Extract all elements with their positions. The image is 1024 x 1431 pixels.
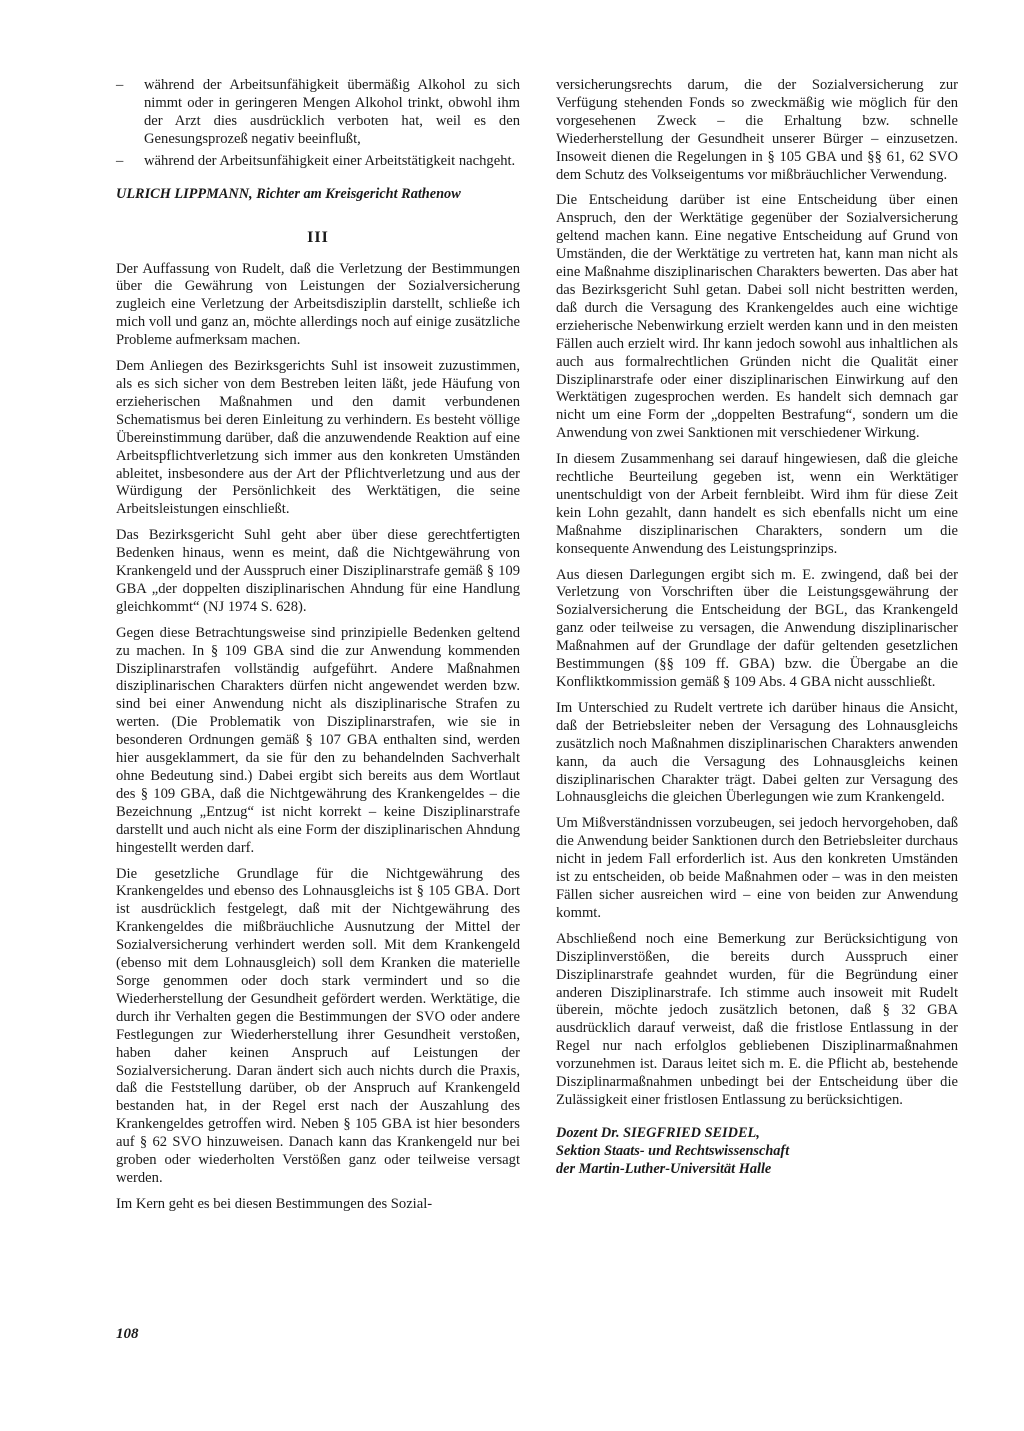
paragraph: Das Bezirksgericht Suhl geht aber über diese gerechtfertigten Bedenken hinaus, wenn es meint, daß die Nichtgewährung von Krankengeld und der Ausspruch einer Disziplinarstrafe gemäß § 109 GBA „der doppelten disziplinarischen Ahndung für eine Handlung gleichkommt“ (NJ 1974 S. 628). — [116, 527, 520, 615]
list-item-text: während der Arbeitsunfähigkeit übermäßig Alkohol zu sich nimmt oder in geringeren Mengen Alkohol trinkt, obwohl ihm der Arzt dies ausdrücklich verboten hat, weil es den Genesungsprozeß negativ beeinflußt, — [144, 77, 520, 147]
dash-bullet: – — [116, 77, 124, 93]
right-column — [556, 77, 958, 1178]
page-number: 108 — [116, 1326, 139, 1342]
author-signature-institution: der Martin-Luther-Universität Halle — [556, 1160, 772, 1177]
author-signature-name: Dozent Dr. SIEGFRIED SEIDEL, — [556, 1124, 760, 1141]
paragraph: Um Mißverständnissen vorzubeugen, sei jedoch hervorgehoben, daß die Anwendung beider Sanktionen durch den Betriebsleiter durchaus nicht in jedem Fall erforderlich ist. Aus den konkreten Umständen ist zu entscheiden, ob beide Maßnahmen oder – was in den meisten Fällen sicher ausreichen wird – eine von beiden zur Anwendung kommt. — [556, 815, 958, 921]
list-item — [116, 153, 520, 171]
paragraph: Die Entscheidung darüber ist eine Entscheidung über einen Anspruch, den der Werktätige gegenüber der Sozialversicherung geltend machen kann. Eine negative Entscheidung auf Grund von Umständen, die der Werktätige zu vertreten hat, kann man nicht als eine Maßnahme disziplinarischen Charakters bewerten. Das aber hat das Bezirksgericht Suhl getan. Dabei soll nicht bestritten werden, daß durch die Versagung des Krankengeldes auch eine wichtige erzieherische Nebenwirkung erzielt werden kann und in den meisten Fällen auch erzielt wird. Ihr kann jedoch sowohl aus inhaltlichen als auch aus formalrechtlichen Gründen nicht die Qualität einer Disziplinarstrafe oder einer disziplinarischen Einwirkung auf den Werktätigen zugesprochen werden. Es handelt sich demnach gar nicht um eine Form der „doppelten Bestrafung“, sondern um die Anwendung von zwei Sanktionen mit verschiedener Wirkung. — [556, 192, 958, 442]
paragraph: Im Unterschied zu Rudelt vertrete ich darüber hinaus die Ansicht, daß der Betriebsleiter neben der Versagung des Lohnausgleichs zusätzlich noch Maßnahmen disziplinarischen Charakters anwenden kann, da auch die Versagung des Lohnausgleichs keinen disziplinarischen Charakter trägt. Dabei gelten zur Versagung des Lohnausgleichs die gleichen Überlegungen wie zum Krankengeld. — [556, 699, 958, 806]
paragraph: Gegen diese Betrachtungsweise sind prinzipielle Bedenken geltend zu machen. In § 109 GBA sind die zur Anwendung kommenden Disziplinarstrafen vollständig aufgeführt. Andere Maßnahmen disziplinarischen Charakters dürfen nicht angewendet werden bzw. sind bei einer Anwendung nicht als disziplinarische Strafen zu werten. (Die Problematik von Disziplinarstrafen, wie sie in besonderen Ordnungen gemäß § 107 GBA enthalten sind, werden hier ausgeklammert, da sie für den zu behandelnden Sachverhalt ohne Bedeutung sind.) Dabei ergibt sich bereits aus dem Wortlaut des § 109 GBA, daß die Nichtgewährung des Krankengeldes – die Bezeichnung „Entzug“ ist nicht korrekt – keine Disziplinarstrafe darstellt und auch nicht als eine Form der disziplinarischen Ahndung hingestellt werden darf. — [116, 624, 520, 856]
list-item — [116, 77, 520, 149]
paragraph: Aus diesen Darlegungen ergibt sich m. E. zwingend, daß bei der Verletzung von Vorschriften über die Leistungsgewährung der Sozialversicherung die Entscheidung der BGL, das Krankengeld ganz oder teilweise zu versagen, die Anwendung disziplinarischer Maßnahmen auf der Grundlage der dafür geltenden gesetzlichen Bestimmungen (§§ 109 ff. GBA) bzw. die Übergabe an die Konfliktkommission gemäß § 109 Abs. 4 GBA nicht ausschließt. — [556, 566, 958, 690]
paragraph: Dem Anliegen des Bezirksgerichts Suhl ist insoweit zuzustimmen, als es sich sicher von dem Bestreben leiten läßt, jede Häufung von erzieherischen Maßnahmen und den damit verbundenen Schematismus bei deren Einleitung zu verhindern. Es besteht völlige Übereinstimmung darüber, daß die anzuwendende Reaktion auf eine Arbeitspflichtverletzung sich immer aus den konkreten Umständen ableitet, insbesondere aus der Art der Pflichtverletzung und aus der Würdigung der Persönlichkeit des Werktätigen, die seine Arbeitsleistungen einschließt. — [116, 358, 520, 518]
author-signature: ULRICH LIPPMANN, Richter am Kreisgericht Rathenow — [116, 185, 461, 202]
author-signature-affiliation: Sektion Staats- und Rechtswissenschaft — [556, 1142, 790, 1159]
list-item-text: während der Arbeitsunfähigkeit einer Arbeitstätigkeit nachgeht. — [144, 152, 516, 169]
section-heading: III — [307, 228, 329, 246]
paragraph: Die gesetzliche Grundlage für die Nichtgewährung des Krankengeldes und ebenso des Lohnausgleichs ist § 105 GBA. Dort ist ausdrücklich festgelegt, daß mit der Nichtgewährung des Krankengeldes die mißbräuchliche Ausnutzung der Mittel der Sozialversicherung verhindert werden soll. Mit dem Krankengeld (ebenso mit dem Lohnausgleich) soll dem Kranken die materielle Sorge genommen oder doch stark vermindert und so die Wiederherstellung der Gesundheit gefördert werden. Werktätige, die durch ihr Verhalten gegen die Bestimmungen der SVO oder andere Festlegungen zur Wiederherstellung ihrer Gesundheit verstoßen, haben daher keinen Anspruch auf Leistungen der Sozialversicherung. Daran ändert sich auch nichts durch die Praxis, daß die Feststellung darüber, ob der Anspruch auf Krankengeld bestanden hat, in der Regel erst nach der Auszahlung des Krankengeldes getroffen wird. Neben § 105 GBA ist hier besonders auf § 62 SVO hinzuweisen. Danach kann das Krankengeld nur bei groben oder wiederholten Verstößen ganz oder teilweise versagt werden. — [116, 865, 520, 1186]
paragraph: Im Kern geht es bei diesen Bestimmungen des Sozial- — [116, 1195, 433, 1212]
paragraph: Abschließend noch eine Bemerkung zur Berücksichtigung von Disziplinverstößen, die bereits durch Ausspruch einer Disziplinarstrafe geahndet wurden, für die Begründung einer anderen Disziplinarstrafe. Ich stimme auch insoweit mit Rudelt überein, möchte jedoch zusätzlich betonen, daß § 32 GBA ausdrücklich darauf verweist, daß die fristlose Entlassung in der Regel nur nach erfolglos gebliebenen Disziplinarmaßnahmen vorzunehmen ist. Daraus leitet sich m. E. die Pflicht ab, bestehende Disziplinarmaßnahmen unbedingt bei der Entscheidung über die Zulässigkeit einer fristlosen Entlassung zu berücksichtigen. — [556, 930, 958, 1108]
left-column — [116, 77, 520, 1222]
paragraph: versicherungsrechts darum, die der Sozialversicherung zur Verfügung stehenden Fonds so zweckmäßig wie möglich für den vorgesehenen Zweck – die Erhaltung bzw. schnelle Wiederherstellung der Gesundheit unserer Bürger – einzusetzen. Insoweit dienen die Regelungen in § 105 GBA und §§ 61, 62 SVO dem Schutz des Volkseigentums vor mißbräuchlicher Verwendung. — [556, 77, 958, 183]
paragraph: In diesem Zusammenhang sei darauf hingewiesen, daß die gleiche rechtliche Beurteilung gegeben ist, wenn ein Werktätiger unentschuldigt von der Arbeit fernbleibt. Wird ihm für diese Zeit kein Lohn gezahlt, dann handelt es sich ebenfalls nicht um eine Maßnahme disziplinarischen Charakters, sondern um die konsequente Anwendung des Leistungsprinzips. — [556, 451, 958, 557]
dash-bullet: – — [116, 152, 124, 169]
paragraph: Der Auffassung von Rudelt, daß die Verletzung der Bestimmungen über die Gewährung von Leistungen der Sozialversicherung zugleich eine Verletzung der Arbeitsdisziplin darstellt, schließe ich mich voll und ganz an, möchte allerdings noch auf einige zusätzliche Probleme aufmerksam machen. — [116, 260, 520, 349]
